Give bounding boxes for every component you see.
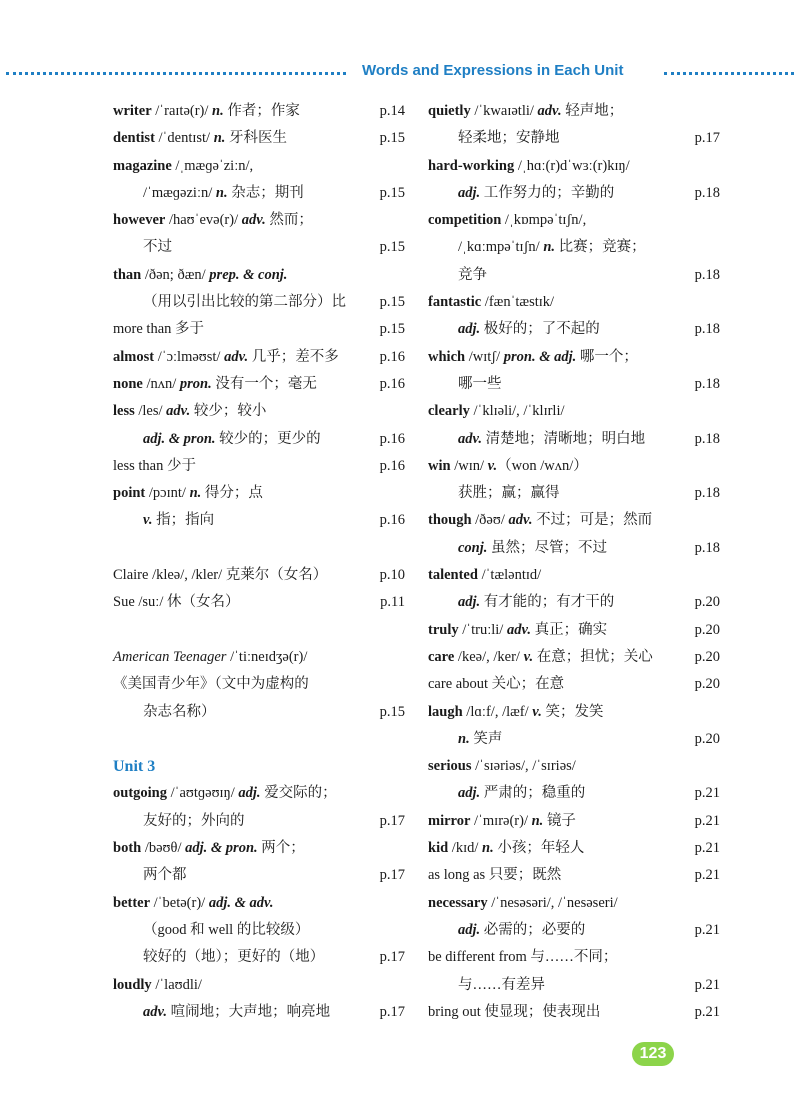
definition: 然而； <box>265 212 313 229</box>
vocab-entry <box>113 644 405 671</box>
definition: 少于 <box>163 457 196 474</box>
definition: 两个都 <box>143 867 187 884</box>
definition: 有才能的；有才干的 <box>480 594 615 611</box>
part-of-speech: adv. <box>241 212 266 229</box>
page-reference: p.11 <box>380 594 405 611</box>
definition: 杂志；期刊 <box>227 184 304 201</box>
phrase: be different from <box>428 949 527 966</box>
section-header <box>0 60 800 88</box>
definition: 喧闹地；大声地；响亮地 <box>167 1003 331 1020</box>
headword: talented <box>428 567 478 584</box>
definition: 竞争 <box>458 266 487 283</box>
pronunciation: /les/ <box>134 403 167 420</box>
definition: 必需的；必要的 <box>480 921 586 938</box>
headword: kid <box>428 840 449 857</box>
headword: competition <box>428 212 502 229</box>
vocab-entry <box>428 972 720 999</box>
definition: 笑；发笑 <box>541 703 604 720</box>
page-reference: p.21 <box>694 812 720 829</box>
vocab-entry <box>428 644 720 671</box>
definition: 笑声 <box>469 730 503 747</box>
headword: dentist <box>113 130 155 147</box>
entry-spacer <box>113 726 405 753</box>
headword: mirror <box>428 812 471 829</box>
page-reference: p.21 <box>694 785 720 802</box>
headword: clearly <box>428 403 470 420</box>
headword: none <box>113 375 143 392</box>
definition: 与……有差异 <box>458 976 545 993</box>
part-of-speech: adv. <box>537 103 562 119</box>
headword: serious <box>428 758 472 775</box>
vocab-entry <box>428 753 720 780</box>
pronunciation: /ˈtruːli/ <box>458 621 507 638</box>
part-of-speech: adv. <box>458 430 483 447</box>
section-title: Words and Expressions in Each Unit <box>362 62 624 79</box>
page-reference: p.10 <box>379 567 405 584</box>
vocab-entry <box>113 562 405 589</box>
dotted-rule-right <box>664 72 794 75</box>
vocab-entry <box>428 316 720 343</box>
definition: 杂志名称） <box>143 703 216 720</box>
part-of-speech: adv. <box>143 1003 168 1020</box>
vocab-entry <box>428 289 720 316</box>
phrase: as long as <box>428 867 486 884</box>
page-reference: p.20 <box>694 594 720 611</box>
part-of-speech: v. <box>523 648 534 665</box>
vocab-entry <box>113 344 405 371</box>
page-reference: p.16 <box>379 348 405 365</box>
part-of-speech: adj. <box>458 184 481 201</box>
vocab-entry <box>113 207 405 234</box>
pronunciation: /ðən; ðæn/ <box>141 266 210 283</box>
page-reference: p.21 <box>694 976 720 993</box>
phrase: more than <box>113 321 172 338</box>
vocab-entry <box>428 398 720 425</box>
pronunciation: /ˌkɒmpəˈtɪʃn/, <box>501 212 587 229</box>
page-reference: p.21 <box>694 921 720 938</box>
page-reference: p.18 <box>694 375 720 392</box>
unit-heading <box>113 753 405 780</box>
definition: 哪一个； <box>576 348 638 365</box>
vocab-entry <box>428 562 720 589</box>
vocab-entry <box>113 972 405 999</box>
definition: 工作努力的；辛勤的 <box>480 184 615 201</box>
right-column <box>428 98 720 1026</box>
page-reference: p.15 <box>379 184 405 201</box>
page-reference: p.15 <box>379 239 405 256</box>
vocab-entry <box>428 890 720 917</box>
vocab-entry <box>113 234 405 261</box>
definition: 极好的；了不起的 <box>480 321 600 338</box>
part-of-speech: adj. & pron. <box>185 840 258 857</box>
vocab-entry <box>428 98 720 125</box>
vocab-entry <box>428 944 720 971</box>
headword: care <box>428 648 455 665</box>
vocab-entry <box>428 726 720 753</box>
pronunciation: /ˈklɪəli/, /ˈklɪrli/ <box>469 403 565 420</box>
page-reference: p.16 <box>379 457 405 474</box>
page-reference: p.15 <box>379 321 405 338</box>
definition: 轻柔地；安静地 <box>458 130 560 147</box>
vocab-entry <box>113 180 405 207</box>
part-of-speech: n. <box>215 184 228 201</box>
definition: 克莱尔（女名） <box>225 567 328 584</box>
entry-spacer <box>113 617 405 644</box>
vocab-entry <box>113 589 405 616</box>
definition: 轻声地； <box>561 103 624 119</box>
vocab-entry <box>428 808 720 835</box>
page-reference: p.16 <box>379 430 405 447</box>
page-reference: p.20 <box>694 676 720 693</box>
vocab-entry <box>428 262 720 289</box>
page-reference: p.21 <box>694 840 720 857</box>
definition: 休（女名） <box>166 594 240 611</box>
pronunciation: /kleə/, /kler/ <box>148 567 226 584</box>
pronunciation: /ˌmæɡəˈziːn/, <box>171 157 254 174</box>
vocab-entry <box>428 344 720 371</box>
part-of-speech: n. <box>212 103 224 119</box>
headword: loudly <box>113 976 152 993</box>
definition: （good 和 well 的比较级） <box>143 921 310 938</box>
definition: 作者；作家 <box>223 103 300 119</box>
vocab-entry <box>113 808 405 835</box>
page-reference: p.18 <box>694 321 720 338</box>
vocab-entry <box>113 780 405 807</box>
page-reference: p.20 <box>694 621 720 638</box>
pronunciation: /ˌkɑːmpəˈtɪʃn/ <box>458 239 544 256</box>
vocab-entry <box>113 262 405 289</box>
definition: 关心；在意 <box>487 676 565 693</box>
definition: 不过；可是；然而 <box>532 512 653 529</box>
page-reference: p.20 <box>694 730 720 747</box>
part-of-speech: n. <box>189 485 202 502</box>
vocab-entry <box>428 207 720 234</box>
page-reference: p.21 <box>694 1003 720 1020</box>
pronunciation: /keə/, /ker/ <box>454 648 524 665</box>
page-reference: p.18 <box>694 539 720 556</box>
pronunciation: /ˌhɑː(r)dˈwɜː(r)kɪŋ/ <box>514 157 630 174</box>
pronunciation: /lɑːf/, /læf/ <box>462 703 533 720</box>
vocab-entry <box>428 535 720 562</box>
vocab-entry <box>113 98 405 125</box>
vocab-entry <box>428 917 720 944</box>
definition: 两个； <box>257 840 305 857</box>
pronunciation: /ˈmɪrə(r)/ <box>470 812 532 829</box>
definition: 小孩；年轻人 <box>493 840 585 857</box>
part-of-speech: adv. <box>166 403 191 420</box>
part-of-speech: adj. <box>458 594 481 611</box>
part-of-speech: conj. <box>458 539 488 556</box>
definition: 较好的（地）；更好的（地） <box>143 949 325 966</box>
unit-title: Unit 3 <box>113 758 156 776</box>
definition: 较少的；更少的 <box>215 430 321 447</box>
definition: 真正；确实 <box>530 621 608 638</box>
vocab-entry <box>113 699 405 726</box>
page-reference: p.18 <box>694 485 720 502</box>
vocab-entry <box>428 617 720 644</box>
page-reference: p.16 <box>379 375 405 392</box>
definition: 虽然；尽管；不过 <box>487 539 608 556</box>
vocab-entry <box>428 835 720 862</box>
headword: necessary <box>428 894 488 911</box>
title-term: American Teenager <box>113 648 227 665</box>
headword: writer <box>113 103 152 119</box>
headword: magazine <box>113 157 172 174</box>
vocab-entry <box>113 371 405 398</box>
page-reference: p.17 <box>379 949 405 966</box>
vocab-entry <box>113 453 405 480</box>
headword: though <box>428 512 472 529</box>
dotted-rule-left <box>6 72 346 75</box>
pronunciation: /suː/ <box>134 594 167 611</box>
vocab-entry <box>113 944 405 971</box>
page-reference: p.15 <box>379 130 405 147</box>
headword: less <box>113 403 135 420</box>
part-of-speech: prep. & conj. <box>209 266 288 283</box>
definition: 与……不同； <box>526 949 618 966</box>
part-of-speech: pron. & adj. <box>503 348 577 365</box>
vocab-entry <box>113 507 405 534</box>
page-number-badge: 123 <box>632 1042 674 1066</box>
headword: hard-working <box>428 157 515 174</box>
pronunciation: /ˈmæɡəziːn/ <box>143 184 216 201</box>
definition: （用以引出比较的第二部分）比 <box>143 294 346 311</box>
vocab-entry <box>113 153 405 180</box>
page-reference: p.18 <box>694 184 720 201</box>
vocab-entry <box>113 289 405 316</box>
vocab-entry <box>113 917 405 944</box>
vocab-entry <box>113 862 405 889</box>
vocab-entry <box>113 835 405 862</box>
headword: truly <box>428 621 459 638</box>
definition: 没有一个；毫无 <box>211 375 317 392</box>
phrase: bring out <box>428 1003 481 1020</box>
part-of-speech: pron. <box>179 375 212 392</box>
page-reference: p.14 <box>379 103 405 119</box>
pronunciation: /ˈkwaɪətli/ <box>470 103 538 119</box>
definition: （won /wʌn/） <box>497 457 588 474</box>
definition: 使显现；使表现出 <box>480 1003 601 1020</box>
definition: 《美国青少年》（文中为虚构的 <box>113 676 309 693</box>
vocab-entry <box>428 480 720 507</box>
part-of-speech: adj. & adv. <box>208 894 274 911</box>
part-of-speech: n. <box>531 812 544 829</box>
headword: which <box>428 348 466 365</box>
vocab-entry <box>428 699 720 726</box>
part-of-speech: n. <box>213 130 226 147</box>
part-of-speech: adj. & pron. <box>143 430 216 447</box>
pronunciation: /ˈlaʊdli/ <box>151 976 202 993</box>
phrase: care about <box>428 676 488 693</box>
definition: 得分；点 <box>201 485 263 502</box>
headword: point <box>113 485 146 502</box>
phrase: Claire <box>113 567 149 584</box>
headword: win <box>428 457 451 474</box>
pronunciation: /haʊˈevə(r)/ <box>165 212 242 229</box>
pronunciation: /pɔɪnt/ <box>145 485 190 502</box>
pronunciation: /ˈraɪtə(r)/ <box>151 103 213 119</box>
pronunciation: /ˈbetə(r)/ <box>150 894 209 911</box>
definition: 不过 <box>143 239 172 256</box>
definition: 友好的；外向的 <box>143 812 245 829</box>
part-of-speech: adj. <box>458 785 481 802</box>
vocab-entry <box>428 589 720 616</box>
phrase: less than <box>113 457 164 474</box>
headword: quietly <box>428 103 471 119</box>
pronunciation: /ˈnesəsəri/, /ˈnesəseri/ <box>487 894 618 911</box>
page-reference: p.17 <box>694 130 720 147</box>
vocab-entry <box>113 316 405 343</box>
pronunciation: /kɪd/ <box>448 840 483 857</box>
headword: than <box>113 266 142 283</box>
definition: 几乎；差不多 <box>248 348 339 365</box>
part-of-speech: v. <box>487 457 498 474</box>
vocab-entry <box>113 480 405 507</box>
vocab-entry <box>428 180 720 207</box>
headword: however <box>113 212 166 229</box>
definition: 指；指向 <box>152 512 215 529</box>
page-reference: p.17 <box>379 867 405 884</box>
part-of-speech: adj. <box>458 921 481 938</box>
vocab-entry <box>428 426 720 453</box>
page-reference: p.17 <box>379 812 405 829</box>
definition: 只要；既然 <box>485 867 562 884</box>
part-of-speech: adv. <box>224 348 249 365</box>
vocab-entry <box>113 398 405 425</box>
vocab-entry <box>428 371 720 398</box>
vocab-entry <box>428 862 720 889</box>
definition: 比赛；竞赛； <box>555 239 646 256</box>
pronunciation: /bəʊθ/ <box>141 840 186 857</box>
definition: 严肃的；稳重的 <box>480 785 586 802</box>
definition: 镜子 <box>543 812 576 829</box>
part-of-speech: v. <box>143 512 153 529</box>
pronunciation: /fænˈtæstɪk/ <box>481 294 555 311</box>
definition: 牙科医生 <box>225 130 288 147</box>
definition: 哪一些 <box>458 375 502 392</box>
vocab-entry <box>113 890 405 917</box>
vocab-entry <box>428 999 720 1026</box>
page-reference: p.21 <box>694 867 720 884</box>
pronunciation: /ˈaʊtɡəʊɪŋ/ <box>167 785 239 802</box>
page-reference: p.18 <box>694 266 720 283</box>
vocab-entry <box>428 780 720 807</box>
pronunciation: /ˈsɪəriəs/, /ˈsɪriəs/ <box>471 758 576 775</box>
definition: 获胜；赢；赢得 <box>458 485 560 502</box>
vocab-entry <box>113 671 405 698</box>
pronunciation: /wɪn/ <box>450 457 488 474</box>
vocab-entry <box>428 234 720 261</box>
headword: outgoing <box>113 785 167 802</box>
headword: better <box>113 894 151 911</box>
pronunciation: /nʌn/ <box>142 375 180 392</box>
pronunciation: /ˈɔːlməʊst/ <box>154 348 225 365</box>
part-of-speech: adv. <box>508 512 533 529</box>
definition: 清楚地；清晰地；明白地 <box>482 430 646 447</box>
definition: 较少；较小 <box>190 403 267 420</box>
page-reference: p.20 <box>694 648 720 665</box>
definition: 多于 <box>171 321 205 338</box>
part-of-speech: v. <box>532 703 542 720</box>
headword: both <box>113 840 142 857</box>
vocab-entry <box>428 153 720 180</box>
vocab-entry <box>428 507 720 534</box>
definition: 爱交际的； <box>260 785 337 802</box>
pronunciation: /ðəʊ/ <box>471 512 509 529</box>
page-reference: p.18 <box>694 430 720 447</box>
left-column <box>113 98 405 1026</box>
part-of-speech: n. <box>458 730 470 747</box>
part-of-speech: adv. <box>506 621 531 638</box>
vocab-entry <box>113 125 405 152</box>
headword: fantastic <box>428 294 482 311</box>
page-reference: p.15 <box>379 294 405 311</box>
pronunciation: /ˈtæləntɪd/ <box>477 567 542 584</box>
part-of-speech: n. <box>482 840 494 857</box>
phrase: Sue <box>113 594 135 611</box>
page-reference: p.17 <box>379 1003 405 1020</box>
pronunciation: /ˈtiːneɪdʒə(r)/ <box>226 648 308 665</box>
page-reference: p.15 <box>379 703 405 720</box>
entry-spacer <box>113 535 405 562</box>
pronunciation: /wɪtʃ/ <box>465 348 504 365</box>
vocab-entry <box>113 426 405 453</box>
part-of-speech: adj. <box>458 321 481 338</box>
part-of-speech: n. <box>543 239 556 256</box>
vocab-entry <box>113 999 405 1026</box>
definition: 在意；担忧；关心 <box>533 648 653 665</box>
vocab-entry <box>428 671 720 698</box>
headword: laugh <box>428 703 463 720</box>
page-reference: p.16 <box>379 512 405 529</box>
vocab-entry <box>428 125 720 152</box>
vocab-entry <box>428 453 720 480</box>
part-of-speech: adj. <box>238 785 261 802</box>
pronunciation: /ˈdentɪst/ <box>154 130 214 147</box>
headword: almost <box>113 348 155 365</box>
